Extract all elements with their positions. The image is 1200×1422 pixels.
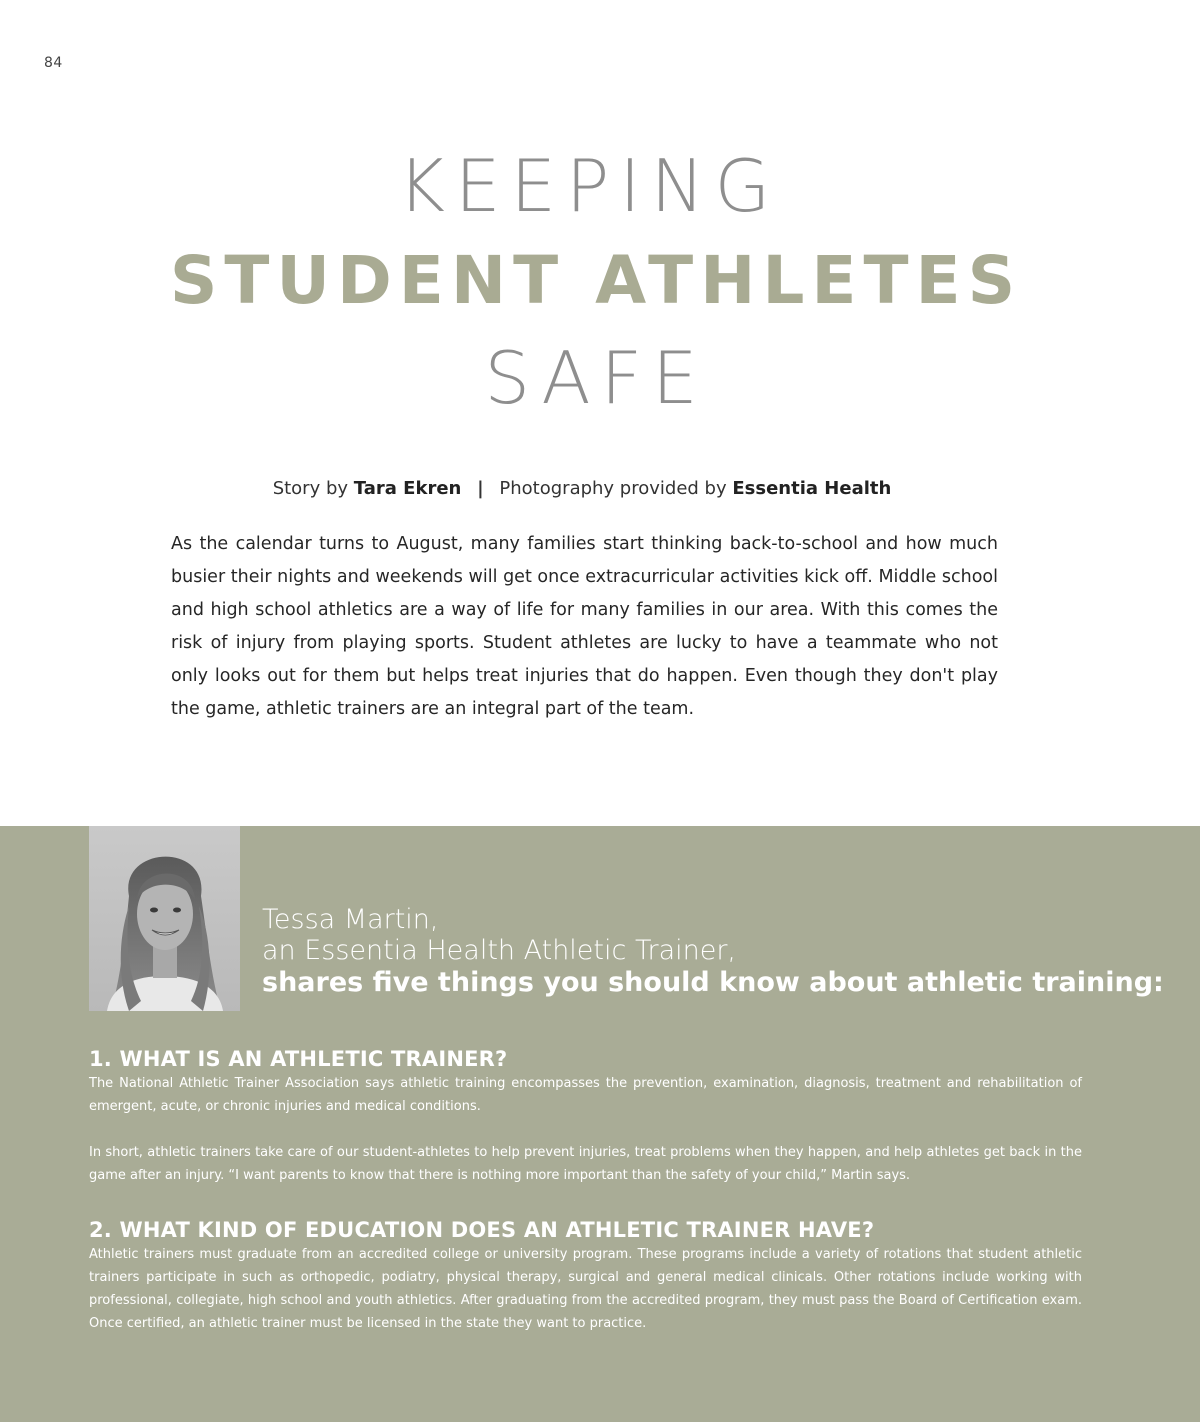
feature-lead: shares five things you should know about athletic training: (262, 967, 1164, 998)
photography-label: Photography provided by (499, 478, 727, 499)
author-name: Tara Ekren (353, 478, 462, 499)
portrait-photo (89, 826, 240, 1011)
section-paragraph: The National Athletic Trainer Association says athletic training encompasses the prevention, examination, diagnosis, treatment and rehabilitation of emergent, acute, or chronic injuries and medical conditions. (89, 1076, 1082, 1114)
story-by-label: Story by (272, 478, 349, 499)
title-line-safe: SAFE (484, 336, 708, 420)
byline (0, 478, 1182, 499)
portrait-image (89, 826, 240, 1011)
section-heading: 1. WHAT IS AN ATHLETIC TRAINER? (89, 1047, 508, 1071)
article-title (0, 144, 1200, 420)
intro-paragraph: As the calendar turns to August, many families start thinking back-to-school and how much busier their nights and weekends will get once extracurricular activities kick off. Middle school and high school athletics are a way of life for many families in our area. With this comes the risk of injury from playing sports. Student athletes are lucky to have a teammate who not only looks out for them but helps treat injuries that do happen. Even though they don't play the game, athletic trainers are an integral part of the team. (171, 534, 998, 719)
feature-panel (0, 826, 1200, 1422)
section-paragraph: In short, athletic trainers take care of our student-athletes to help prevent injuries, treat problems when they happen, and help athletes get back in the game after an injury. “I want parents to know that there is nothing more important than the safety of your child,” Martin says. (89, 1145, 1082, 1183)
trainer-name: Tessa Martin, (262, 904, 439, 935)
photography-credit: Essentia Health (732, 478, 892, 499)
section-paragraph: Athletic trainers must graduate from an accredited college or university program. These programs include a variety of rotations that student athletic trainers participate in such as orthopedic, podiatry, physical therapy, surgical and general medical clinicals. Other rotations include working with professional, collegiate, high school and youth athletics. After graduating from the accredited program, they must pass the Board of Certification exam. Once certified, an athletic trainer must be licensed in the state they want to practice. (89, 1247, 1082, 1331)
byline-separator: | (477, 478, 484, 499)
feature-intro (262, 904, 1164, 1000)
title-line-student-athletes: STUDENT ATHLETES (169, 242, 1023, 319)
section-heading: 2. WHAT KIND OF EDUCATION DOES AN ATHLETIC TRAINER HAVE? (89, 1218, 875, 1242)
page-number: 84 (44, 55, 63, 71)
section-education (89, 1217, 1082, 1335)
trainer-role: an Essentia Health Athletic Trainer, (262, 935, 737, 966)
section-what-is-athletic-trainer (89, 1046, 1082, 1187)
title-line-keeping: KEEPING (397, 144, 781, 228)
